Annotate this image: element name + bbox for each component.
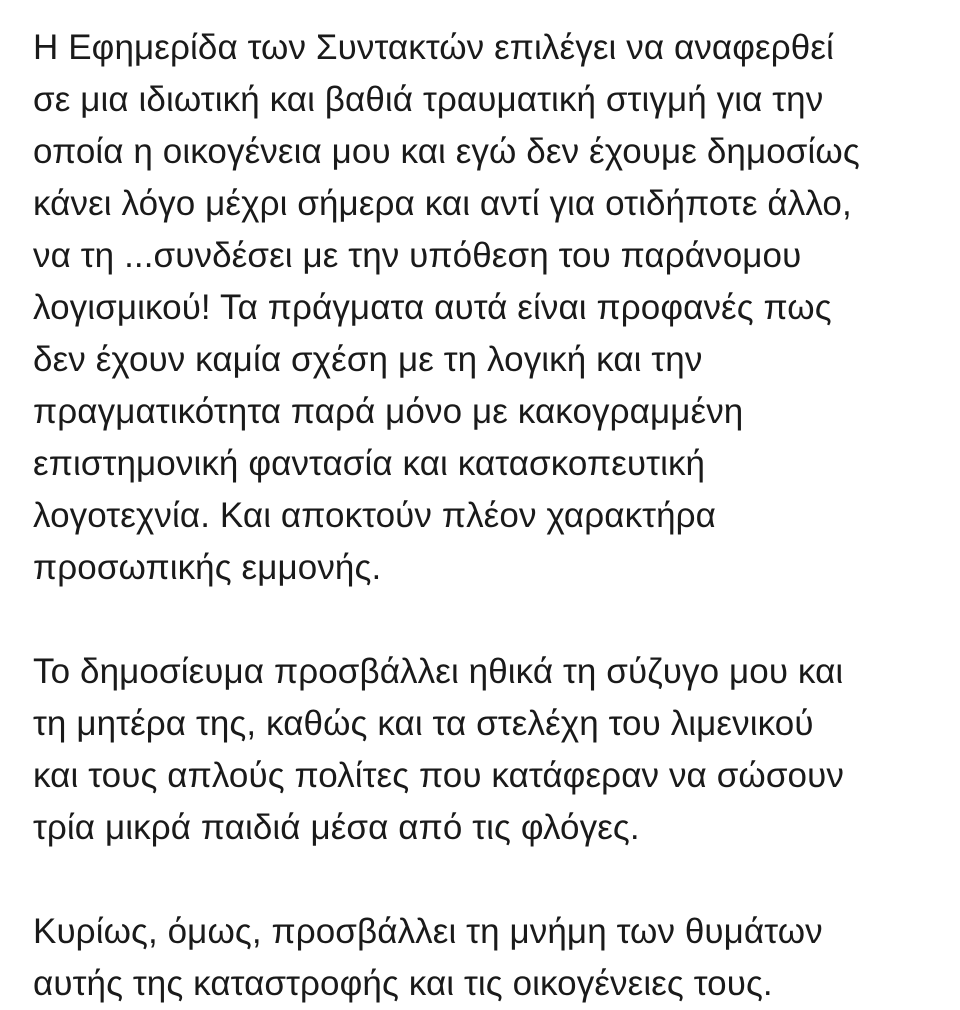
text-line: δεν έχουν καμία σχέση με τη λογική και την — [33, 340, 703, 379]
text-line: Κυρίως, όμως, προσβάλλει τη μνήμη των θυμάτων — [33, 912, 823, 951]
text-line: λογοτεχνία. Και αποκτούν πλέον χαρακτήρα — [33, 496, 717, 535]
text-line: σε μια ιδιωτική και βαθιά τραυματική στιγμή για την — [33, 80, 824, 119]
paragraph-3 — [33, 906, 936, 1010]
text-line: Το δημοσίευμα προσβάλλει ηθικά τη σύζυγο μου και — [33, 652, 844, 691]
text-line: Η Εφημερίδα των Συντακτών επιλέγει να αναφερθεί — [33, 28, 834, 67]
text-line: λογισμικού! Τα πράγματα αυτά είναι προφανές πως — [33, 288, 832, 327]
text-line: και τους απλούς πολίτες που κατάφεραν να σώσουν — [33, 756, 844, 795]
paragraph-2 — [33, 646, 936, 854]
paragraph-1 — [33, 22, 936, 594]
paragraph-spacer — [33, 854, 936, 906]
text-line: να τη ...συνδέσει με την υπόθεση του παράνομου — [33, 236, 802, 275]
paragraph-spacer — [33, 594, 936, 646]
text-line: κάνει λόγο μέχρι σήμερα και αντί για οτιδήποτε άλλο, — [33, 184, 852, 223]
text-line: αυτής της καταστροφής και τις οικογένειες τους. — [33, 964, 773, 1003]
text-line: προσωπικής εμμονής. — [33, 548, 382, 587]
text-line: πραγματικότητα παρά μόνο με κακογραμμένη — [33, 392, 744, 431]
text-line: τρία μικρά παιδιά μέσα από τις φλόγες. — [33, 808, 640, 847]
text-line: τη μητέρα της, καθώς και τα στελέχη του λιμενικού — [33, 704, 814, 743]
text-line: επιστημονική φαντασία και κατασκοπευτική — [33, 444, 706, 483]
text-line: οποία η οικογένεια μου και εγώ δεν έχουμε δημοσίως — [33, 132, 860, 171]
